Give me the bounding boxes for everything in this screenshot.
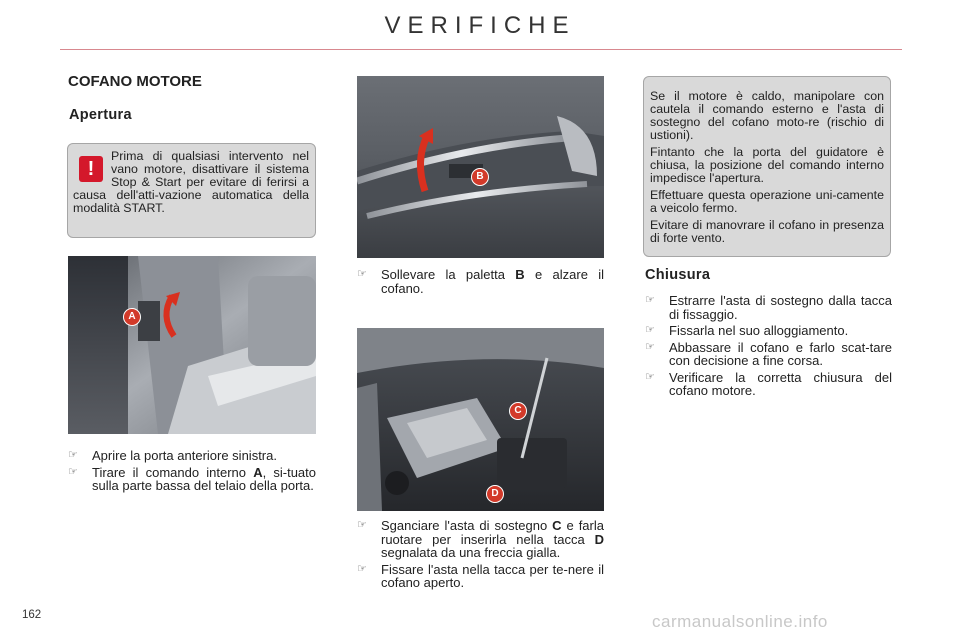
support-rod-steps-list [357,519,604,593]
hood-grille-photo [357,76,604,258]
label-a-marker: A [123,308,141,326]
page-number: 162 [22,609,42,621]
section-title: COFANO MOTORE [68,73,202,90]
pointing-hand-icon: ☞ [645,370,655,383]
subtitle-chiusura: Chiusura [645,267,711,283]
door-lever-illustration [68,256,316,434]
opening-steps-list [68,449,316,496]
closing-steps-list [645,294,892,401]
list-item: ☞ Aprire la porta anteriore sinistra. [68,448,277,463]
hood-grille-illustration [357,76,604,258]
info-paragraph: Se il motore è caldo, manipolare con cautela il comando esterno e l'asta di sostegno del cofano moto-re (rischio di ustioni). [650,89,884,142]
list-item: ☞ Verificare la corretta chiusura del cofano motore. [645,369,892,398]
exclamation-icon: ! [79,156,103,182]
pointing-hand-icon: ☞ [645,294,655,306]
label-c-marker: C [509,402,527,420]
header-divider [60,49,902,50]
pointing-hand-icon: ☞ [68,449,78,461]
door-lever-photo [68,256,316,434]
warning-text: Prima di qualsiasi intervento nel vano motore, disattivare il sistema Stop & Start per evitare di ferirsi a causa dell'atti-vazione automatica della modalità START. [73,149,309,215]
pointing-hand-icon: ☞ [357,268,367,280]
list-item: ☞ Estrarre l'asta di sostegno dalla tacca di fissaggio. [645,293,892,322]
list-item: ☞ Tirare il comando interno A, si-tuato sulla parte bassa del telaio della porta. [68,464,316,493]
list-item: ☞ Sganciare l'asta di sostegno C e farla ruotare per inserirla nella tacca D segnalata da una freccia gialla. [357,518,604,560]
subtitle-apertura: Apertura [69,107,132,123]
list-item: ☞ Fissare l'asta nella tacca per te-nere il cofano aperto. [357,561,604,590]
watermark: carmanualsonline.info [652,612,828,631]
pointing-hand-icon: ☞ [357,519,367,531]
engine-bay-photo [357,328,604,511]
info-paragraph: Fintanto che la porta del guidatore è chiusa, la posizione del comando interno impedisce l'apertura. [650,145,884,185]
pointing-hand-icon: ☞ [68,465,78,478]
page-title: VERIFICHE [384,12,576,39]
label-b-marker: B [471,168,489,186]
info-box [643,76,891,257]
pointing-hand-icon: ☞ [645,324,655,336]
info-paragraph: Effettuare questa operazione uni-camente a veicolo fermo. [650,188,884,215]
pointing-hand-icon: ☞ [645,340,655,353]
warning-box [67,143,316,238]
label-d-marker: D [486,485,504,503]
lift-steps-list [357,268,604,298]
info-paragraph: Evitare di manovrare il cofano in presenza di forte vento. [650,218,884,245]
list-item: ☞ Abbassare il cofano e farlo scat-tare con decisione a fine corsa. [645,339,892,368]
engine-bay-illustration [357,328,604,511]
list-item: ☞ Sollevare la paletta B e alzare il cofano. [357,267,605,296]
list-item: ☞ Fissarla nel suo alloggiamento. [645,323,849,338]
pointing-hand-icon: ☞ [357,562,367,575]
